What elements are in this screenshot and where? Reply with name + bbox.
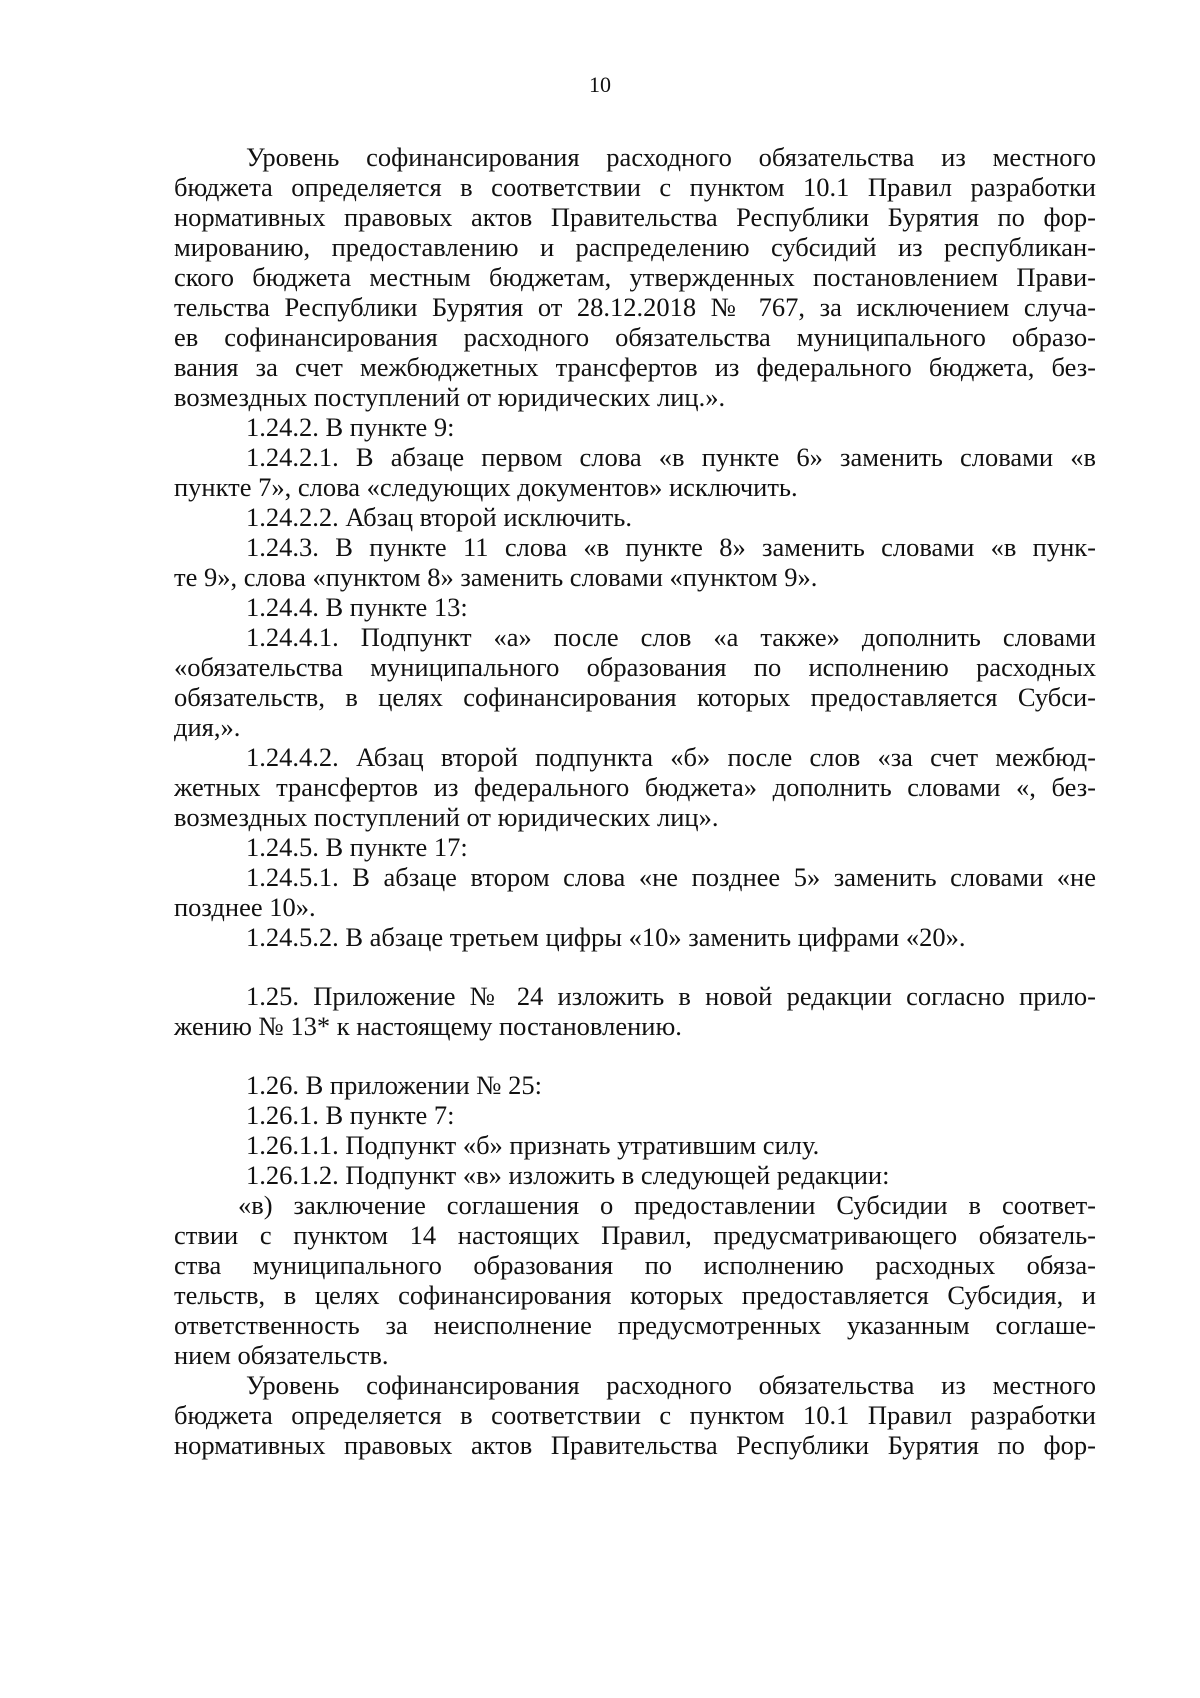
text-line: жению № 13* к настоящему постановлению. xyxy=(174,1011,682,1041)
paragraph xyxy=(174,1130,1096,1160)
text-line: 1.26. В приложении № 25: xyxy=(246,1070,543,1100)
paragraph xyxy=(174,742,1096,832)
text-line: Уровень софинансирования расходного обязательства из местного xyxy=(246,142,1096,172)
text-line: ства муниципального образования по исполнению расходных обяза- xyxy=(174,1250,1096,1280)
text-line: 1.24.4.2. Абзац второй подпункта «б» после слов «за счет межбюд- xyxy=(246,742,1096,772)
text-line: 1.24.5. В пункте 17: xyxy=(246,832,468,862)
text-line: 1.24.5.2. В абзаце третьем цифры «10» заменить цифрами «20». xyxy=(246,922,966,952)
paragraph xyxy=(174,1100,1096,1130)
text-line: 1.24.2. В пункте 9: xyxy=(246,412,455,442)
text-line: возмездных поступлений от юридических лиц». xyxy=(174,802,719,832)
text-line: 1.24.4.1. Подпункт «а» после слов «а также» дополнить словами xyxy=(246,622,1096,652)
text-line: ответственность за неисполнение предусмотренных указанным соглаше- xyxy=(174,1310,1096,1340)
text-line: бюджета определяется в соответствии с пунктом 10.1 Правил разработки xyxy=(174,172,1096,202)
text-line: 1.26.1. В пункте 7: xyxy=(246,1100,455,1130)
paragraph xyxy=(174,832,1096,862)
paragraph xyxy=(174,922,1096,952)
text-line: 1.24.2.2. Абзац второй исключить. xyxy=(246,502,632,532)
paragraph xyxy=(174,442,1096,502)
text-line: возмездных поступлений от юридических лиц.». xyxy=(174,382,726,412)
text-line: те 9», слова «пунктом 8» заменить словами «пунктом 9». xyxy=(174,562,818,592)
text-line: позднее 10». xyxy=(174,892,316,922)
text-line: нормативных правовых актов Правительства Республики Бурятия по фор- xyxy=(174,1430,1096,1460)
text-line: тельства Республики Бурятия от 28.12.2018 № 767, за исключением случа- xyxy=(174,292,1096,322)
text-line: «в) заключение соглашения о предоставлении Субсидии в соответ- xyxy=(238,1190,1096,1220)
text-line: ев софинансирования расходного обязательства муниципального образо- xyxy=(174,322,1096,352)
paragraph xyxy=(174,862,1096,922)
paragraph xyxy=(174,412,1096,442)
paragraph xyxy=(174,1370,1096,1460)
text-line: 1.26.1.1. Подпункт «б» признать утратившим силу. xyxy=(246,1130,820,1160)
text-line: 1.24.4. В пункте 13: xyxy=(246,592,468,622)
text-line: 1.25. Приложение № 24 изложить в новой редакции согласно прило- xyxy=(246,981,1096,1011)
text-line: нием обязательств. xyxy=(174,1340,389,1370)
text-line: пункте 7», слова «следующих документов» исключить. xyxy=(174,472,798,502)
text-line: жетных трансфертов из федерального бюджета» дополнить словами «, без- xyxy=(174,772,1096,802)
text-line: 1.24.5.1. В абзаце втором слова «не позднее 5» заменить словами «не xyxy=(246,862,1096,892)
paragraph xyxy=(174,502,1096,532)
text-line: нормативных правовых актов Правительства Республики Бурятия по фор- xyxy=(174,202,1096,232)
text-line: тельств, в целях софинансирования которых предоставляется Субсидия, и xyxy=(174,1280,1096,1310)
paragraph xyxy=(174,1160,1096,1190)
document-body xyxy=(174,142,1096,1460)
paragraph-spacer xyxy=(174,1041,1096,1070)
text-line: 1.26.1.2. Подпункт «в» изложить в следующей редакции: xyxy=(246,1160,890,1190)
text-line: ствии с пунктом 14 настоящих Правил, предусматривающего обязатель- xyxy=(174,1220,1096,1250)
text-line: 1.24.3. В пункте 11 слова «в пункте 8» заменить словами «в пунк- xyxy=(246,532,1096,562)
text-line: Уровень софинансирования расходного обязательства из местного xyxy=(246,1370,1096,1400)
paragraph xyxy=(174,592,1096,622)
paragraph xyxy=(174,981,1096,1041)
text-line: «обязательства муниципального образования по исполнению расходных xyxy=(174,652,1096,682)
paragraph xyxy=(174,532,1096,592)
page-number: 10 xyxy=(589,72,611,97)
text-line: 1.24.2.1. В абзаце первом слова «в пункте 6» заменить словами «в xyxy=(246,442,1096,472)
text-line: вания за счет межбюджетных трансфертов из федерального бюджета, без- xyxy=(174,352,1096,382)
paragraph xyxy=(174,1070,1096,1100)
quoted-paragraph xyxy=(174,1190,1096,1370)
paragraph xyxy=(174,622,1096,742)
text-line: мированию, предоставлению и распределению субсидий из республикан- xyxy=(174,232,1096,262)
text-line: обязательств, в целях софинансирования которых предоставляется Субси- xyxy=(174,682,1096,712)
text-line: ского бюджета местным бюджетам, утвержденных постановлением Прави- xyxy=(174,262,1096,292)
text-line: бюджета определяется в соответствии с пунктом 10.1 Правил разработки xyxy=(174,1400,1096,1430)
text-line: дия,». xyxy=(174,712,241,742)
paragraph-spacer xyxy=(174,952,1096,981)
paragraph xyxy=(174,142,1096,412)
